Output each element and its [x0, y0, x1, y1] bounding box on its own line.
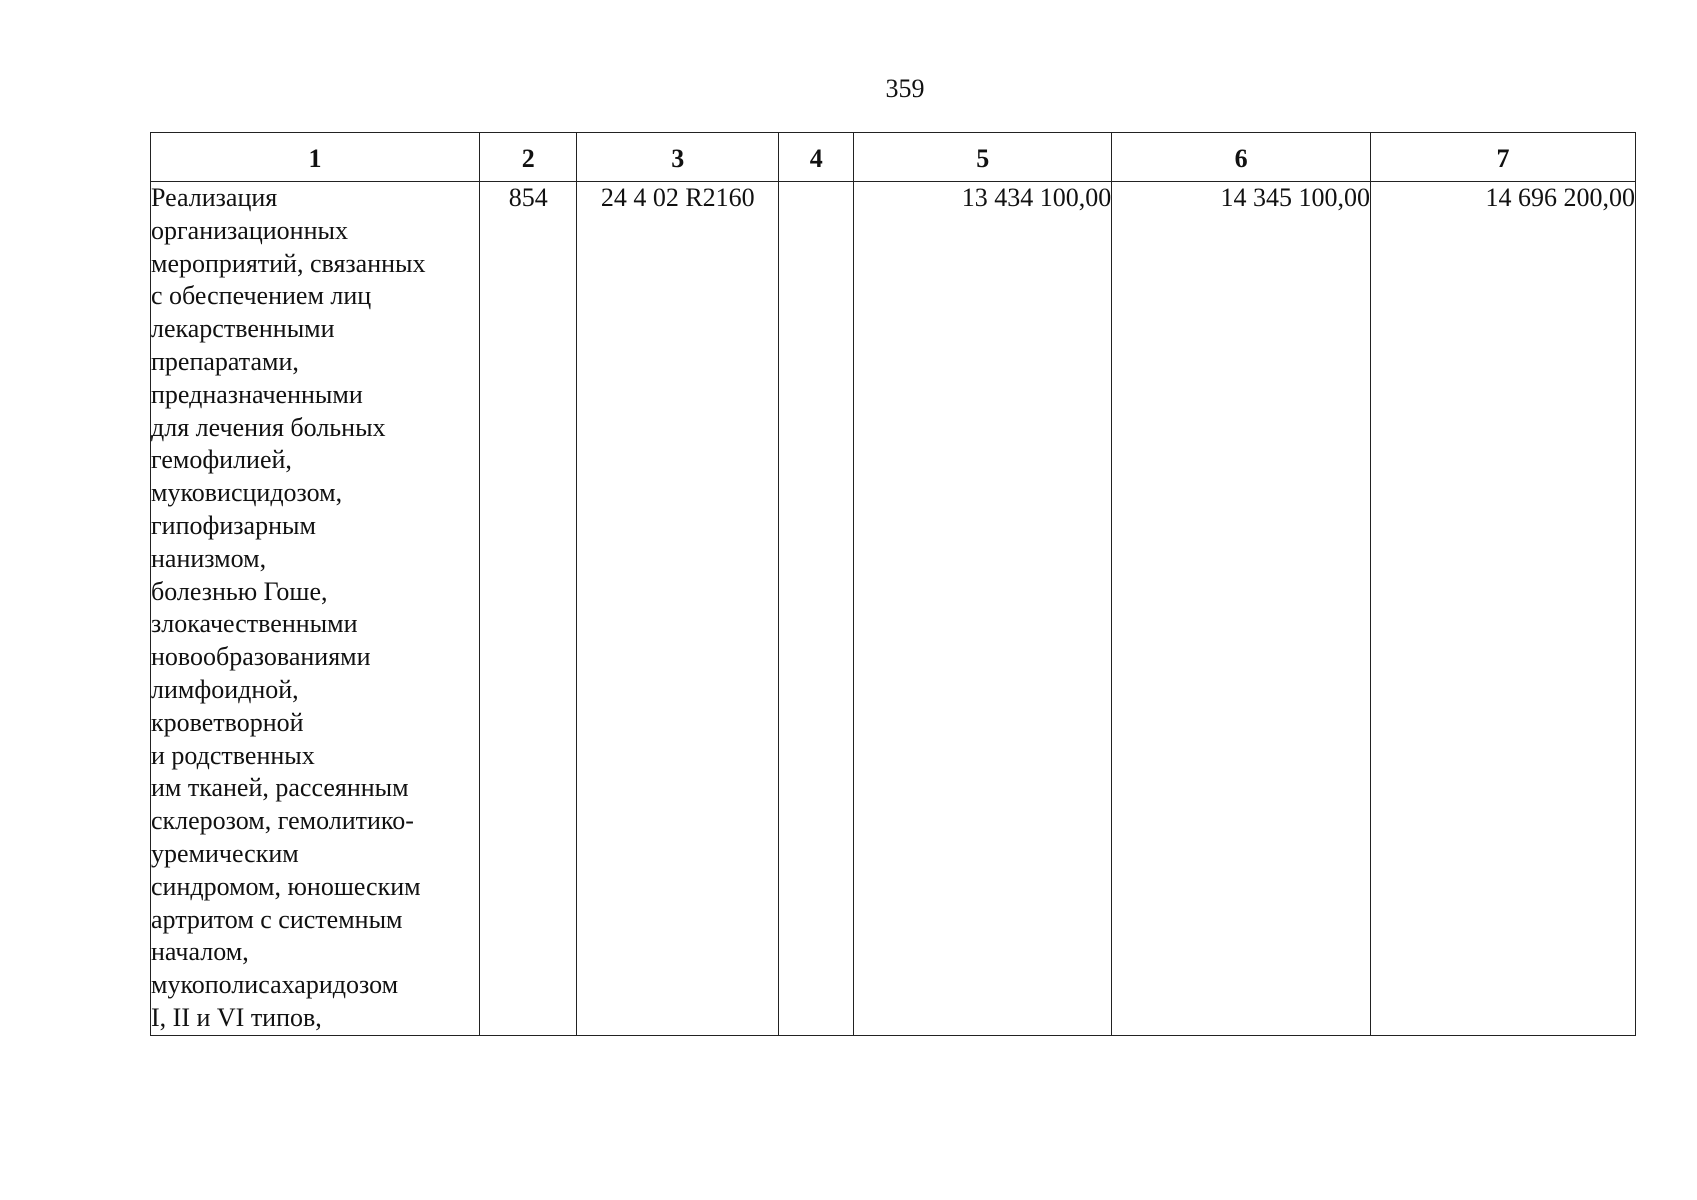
description-line: новообразованиями [151, 642, 371, 672]
description-line: кроветворной [151, 707, 304, 737]
description-line: предназначенными [151, 379, 363, 409]
header-col-6: 6 [1112, 133, 1371, 182]
description-line: началом, [151, 937, 249, 967]
description-line: и родственных [151, 740, 315, 770]
target-article-cell: 24 4 02 R2160 [577, 182, 779, 1036]
description-line: гемофилией, [151, 445, 292, 475]
header-col-1: 1 [151, 133, 480, 182]
header-col-2: 2 [480, 133, 577, 182]
description-line: синдромом, юношеским [151, 871, 421, 901]
table-row [151, 182, 1636, 1036]
description-line: им тканей, рассеянным [151, 773, 409, 803]
header-col-4: 4 [779, 133, 854, 182]
header-col-3: 3 [577, 133, 779, 182]
header-col-7: 7 [1371, 133, 1636, 182]
description-line: для лечения больных [151, 412, 386, 442]
description-line: гипофизарным [151, 510, 316, 540]
budget-table [150, 132, 1636, 1036]
description-line: мукополисахаридозом [151, 970, 399, 1000]
description-line: злокачественными [151, 609, 358, 639]
description-line: болезнью Гоше, [151, 576, 328, 606]
description-line: препаратами, [151, 346, 299, 376]
description-line: Реализация [151, 183, 278, 212]
description-line: артритом с системным [151, 904, 403, 934]
page-number: 359 [885, 74, 925, 103]
description-line: лимфоидной, [151, 674, 299, 704]
description-line: I, II и VI типов, [151, 1002, 322, 1032]
description-line: муковисцидозом, [151, 478, 343, 508]
header-row [151, 133, 1636, 182]
description-line: нанизмом, [151, 543, 267, 573]
description-line: организационных [151, 215, 348, 245]
header-col-5: 5 [854, 133, 1112, 182]
description-line: лекарственными [151, 314, 335, 344]
department-code-cell: 854 [480, 182, 577, 1036]
amount-col-5-cell: 13 434 100,00 [854, 182, 1112, 1036]
description-line: с обеспечением лиц [151, 281, 372, 311]
description-line: мероприятий, связанных [151, 248, 426, 278]
amount-col-7-cell: 14 696 200,00 [1371, 182, 1636, 1036]
amount-col-6-cell: 14 345 100,00 [1112, 182, 1371, 1036]
description-line: склерозом, гемолитико- [151, 806, 414, 836]
item-description-cell [151, 182, 480, 1036]
expense-type-cell [779, 182, 854, 1036]
description-line: уремическим [151, 838, 299, 868]
